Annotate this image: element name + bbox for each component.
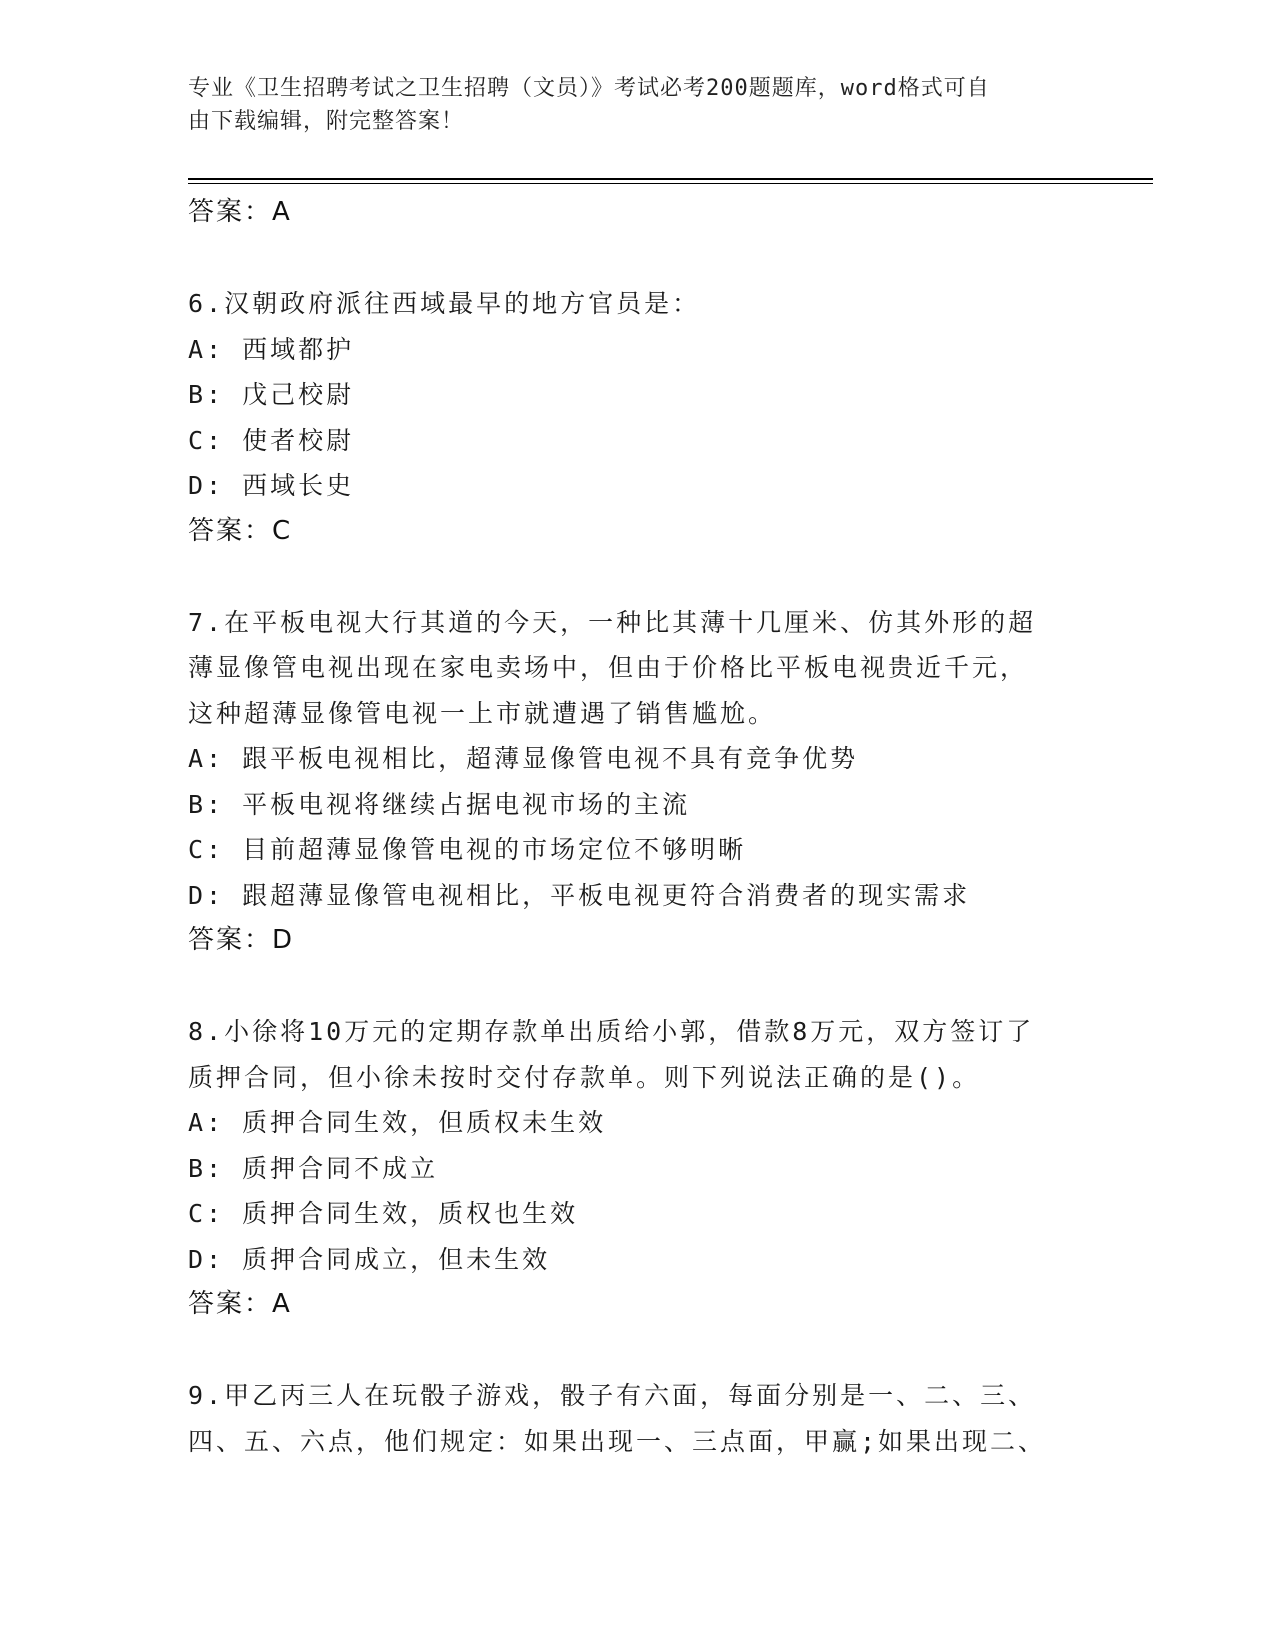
document-header [188,72,1068,138]
option-b: B: 质押合同不成立 [188,1153,439,1183]
option-a: A: 西域都护 [188,334,355,364]
option-b: B: 戊己校尉 [188,380,355,409]
answer-line: 答案：D [188,925,295,955]
question-9 [188,1373,1088,1464]
option-a: A: 跟平板电视相比，超薄显像管电视不具有竞争优势 [188,744,859,773]
question-stem-line: 6.汉朝政府派往西域最早的地方官员是： [188,289,701,318]
question-stem-line: 7.在平板电视大行其道的今天，一种比其薄十几厘米、仿其外形的超 [188,607,1037,637]
spacer [188,554,1088,600]
spacer [188,236,1088,282]
option-d: D: 西域长史 [188,471,355,500]
option-c: C: 目前超薄显像管电视的市场定位不够明晰 [188,835,747,864]
question-stem-line: 9.甲乙丙三人在玩骰子游戏，骰子有六面，每面分别是一、二、三、 [188,1381,1037,1410]
question-stem-line: 薄显像管电视出现在家电卖场中，但由于价格比平板电视贵近千元， [188,653,1029,682]
spacer [188,964,1088,1010]
header-line-1: 专业《卫生招聘考试之卫生招聘（文员）》考试必考200题题库，word格式可自 [188,76,990,101]
previous-answer: 答案：A [188,197,292,227]
question-list [188,190,1088,1464]
question-stem-line: 这种超薄显像管电视一上市就遭遇了销售尴尬。 [188,698,777,728]
question-stem-line: 四、五、六点，他们规定：如果出现一、三点面，甲赢;如果出现二、 [188,1426,1047,1456]
question-6 [188,281,1088,554]
answer-line: 答案：A [188,1289,292,1319]
question-stem-line: 8.小徐将10万元的定期存款单出质给小郭，借款8万元，双方签订了 [188,1017,1035,1046]
question-stem-line: 质押合同，但小徐未按时交付存款单。则下列说法正确的是()。 [188,1062,981,1092]
header-line-2: 由下载编辑，附完整答案！ [188,109,465,134]
option-c: C: 质押合同生效，质权也生效 [188,1199,579,1228]
option-a: A: 质押合同生效，但质权未生效 [188,1108,607,1137]
option-d: D: 质押合同成立，但未生效 [188,1244,551,1274]
question-8 [188,1009,1088,1328]
option-d: D: 跟超薄显像管电视相比，平板电视更符合消费者的现实需求 [188,880,971,910]
header-divider-thick [188,178,1153,180]
answer-line: 答案：C [188,515,293,546]
spacer [188,1328,1088,1374]
header-divider-thin [188,183,1153,184]
option-c: C: 使者校尉 [188,425,355,455]
option-b: B: 平板电视将继续占据电视市场的主流 [188,789,691,819]
question-7 [188,600,1088,964]
